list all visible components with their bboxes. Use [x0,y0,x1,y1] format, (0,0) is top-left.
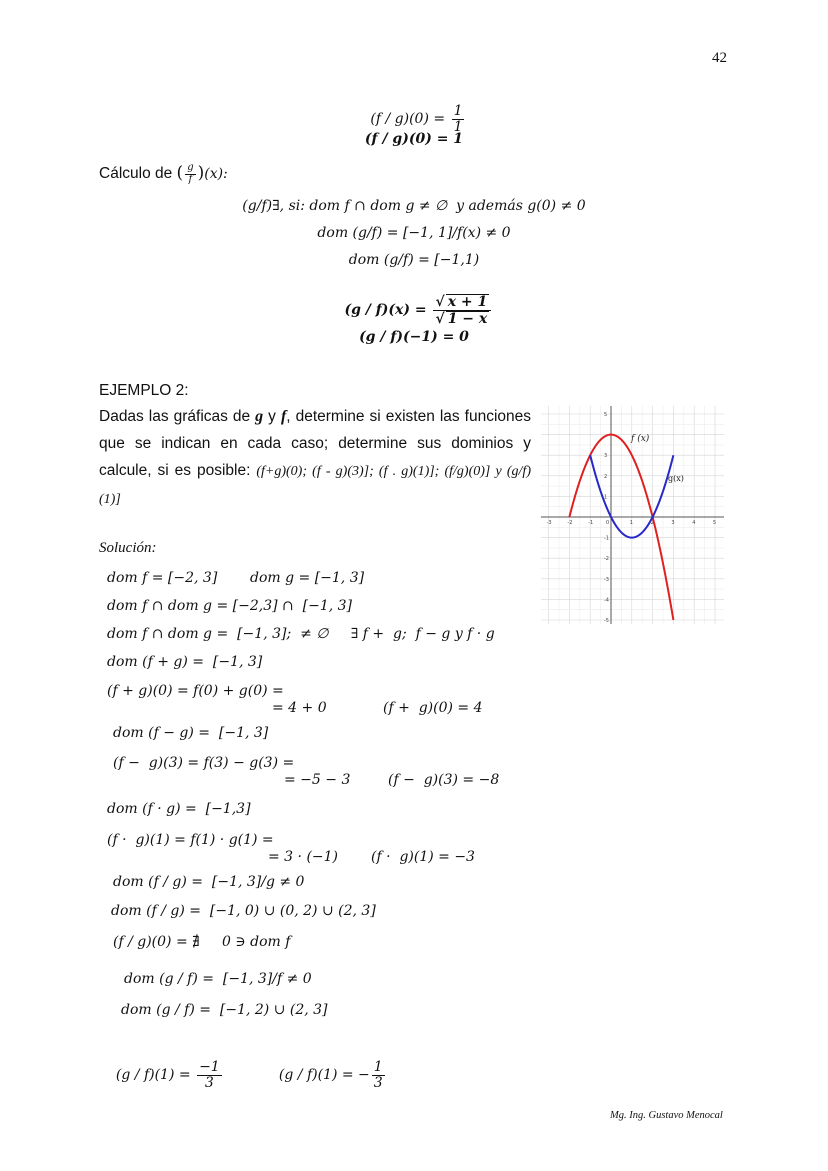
dom-g-div-f-2: dom (g / f) = [−1, 2) ∪ (2, 3] [121,1002,328,1018]
svg-text:-1: -1 [604,535,609,542]
dom-f: dom f = [−2, 3] [107,570,218,586]
f-minus-g-at-3-result: (f − g)(3) = −8 [388,772,500,788]
f-plus-g-at-0-step2: = 4 + 0 [272,700,327,716]
svg-text:1: 1 [604,494,608,501]
solution-title: Solución: [99,540,157,556]
equation-gf-exists-condition: (g/f)∃, si: dom f ∩ dom g ≠ ∅ y además g(0) ≠ 0 [242,198,586,214]
equation-fg0-result: (f / g)(0) = 1 [364,131,464,147]
f-plus-g-at-0-result: (f + g)(0) = 4 [383,700,483,716]
dom-g-div-f-1: dom (g / f) = [−1, 3]/f ≠ 0 [124,971,312,987]
svg-text:5: 5 [604,412,608,418]
f-minus-g-at-3-step2: = −5 − 3 [284,772,351,788]
g-div-f-at-1-result: (g / f)(1) = − $\frac{1}{3}$ [278,1059,383,1091]
equation-dom-gf-1: dom (g/f) = [−1, 1]∕f(x) ≠ 0 [317,225,511,241]
example-title: EJEMPLO 2: [99,382,189,399]
dom-f-plus-g: dom (f + g) = [−1, 3] [107,654,263,670]
equation-dom-gf-2: dom (g/f) = [−1,1) [348,252,480,268]
dom-f-div-g-1: dom (f / g) = [−1, 3]/g ≠ 0 [113,874,305,890]
svg-text:-2: -2 [567,520,573,526]
svg-text:-3: -3 [546,520,552,526]
dom-g: dom g = [−1, 3] [250,570,365,586]
svg-text:3: 3 [671,520,675,526]
svg-text:0: 0 [606,520,610,526]
dom-f-times-g: dom (f · g) = [−1,3] [107,801,251,817]
svg-text:4: 4 [692,520,696,526]
svg-text:2: 2 [604,473,608,480]
svg-text:-4: -4 [604,597,609,604]
example-statement: Dadas las gráficas de g y f, determine si existen las funciones que se indican en cada caso; determine sus dominios y calcule, si es posible: (f+g)(0); (f - g)(3)]; (f . g)(1)]; (f/g)(0)] y (g/f)(1)] [99,408,532,507]
equation-lhs: (f / g)(0) = [370,111,450,128]
f-times-g-at-1-step1: (f · g)(1) = f(1) · g(1) = [107,832,274,848]
fraction: $\frac{1}{1}$ [453,103,463,135]
svg-text:1: 1 [629,520,633,526]
equation-gf-formula: (g / f)(x) = $\frac{√ x + 1}{√ 1 - x}$ [0,278,828,326]
f-times-g-at-1-step2: = 3 · (−1) [268,849,338,865]
equation-gf-at-minus1: (g / f)(−1) = 0 [359,329,469,345]
dom-intersection-1: dom f ∩ dom g = [−2,3] ∩ [−1, 3] [107,598,353,614]
g-div-f-at-1-fraction: (g / f)(1) = $\frac{-1}{3}$ [115,1059,220,1091]
svg-text:-1: -1 [588,520,594,526]
svg-text:-2: -2 [604,556,609,563]
svg-text:3: 3 [604,453,608,460]
footer-author: Mg. Ing. Gustavo Menocal [610,1110,723,1121]
svg-text:2: 2 [650,520,654,526]
equation-fg0-fraction [0,88,828,134]
svg-text:5: 5 [713,520,717,526]
svg-text:-3: -3 [604,576,609,583]
section-label-calc-gf: Cálculo de ( $\frac{g}{f}$ )(x): [99,162,228,185]
f-label: f (x) [631,434,650,444]
dom-intersection-2: dom f ∩ dom g = [−1, 3]; ≠ ∅ ∃ f + g; f − g y f · g [107,626,495,642]
g-label: g(x) [668,474,684,483]
f-times-g-at-1-result: (f · g)(1) = −3 [371,849,475,865]
f-plus-g-at-0-step1: (f + g)(0) = f(0) + g(0) = [107,683,284,699]
f-minus-g-at-3-step1: (f − g)(3) = f(3) − g(3) = [113,755,295,771]
dom-f-div-g-2: dom (f / g) = [−1, 0) ∪ (0, 2) ∪ (2, 3] [111,903,376,919]
function-graph [540,404,726,626]
sqrt-fraction: $\frac{√ x + 1}{√ 1 - x}$ [433,294,491,326]
dom-f-minus-g: dom (f − g) = [−1, 3] [113,725,269,741]
page-number: 42 [712,50,727,66]
f-div-g-at-0: (f / g)(0) = ∄ 0 ∋ dom f [113,934,291,950]
svg-text:-5: -5 [604,618,609,624]
